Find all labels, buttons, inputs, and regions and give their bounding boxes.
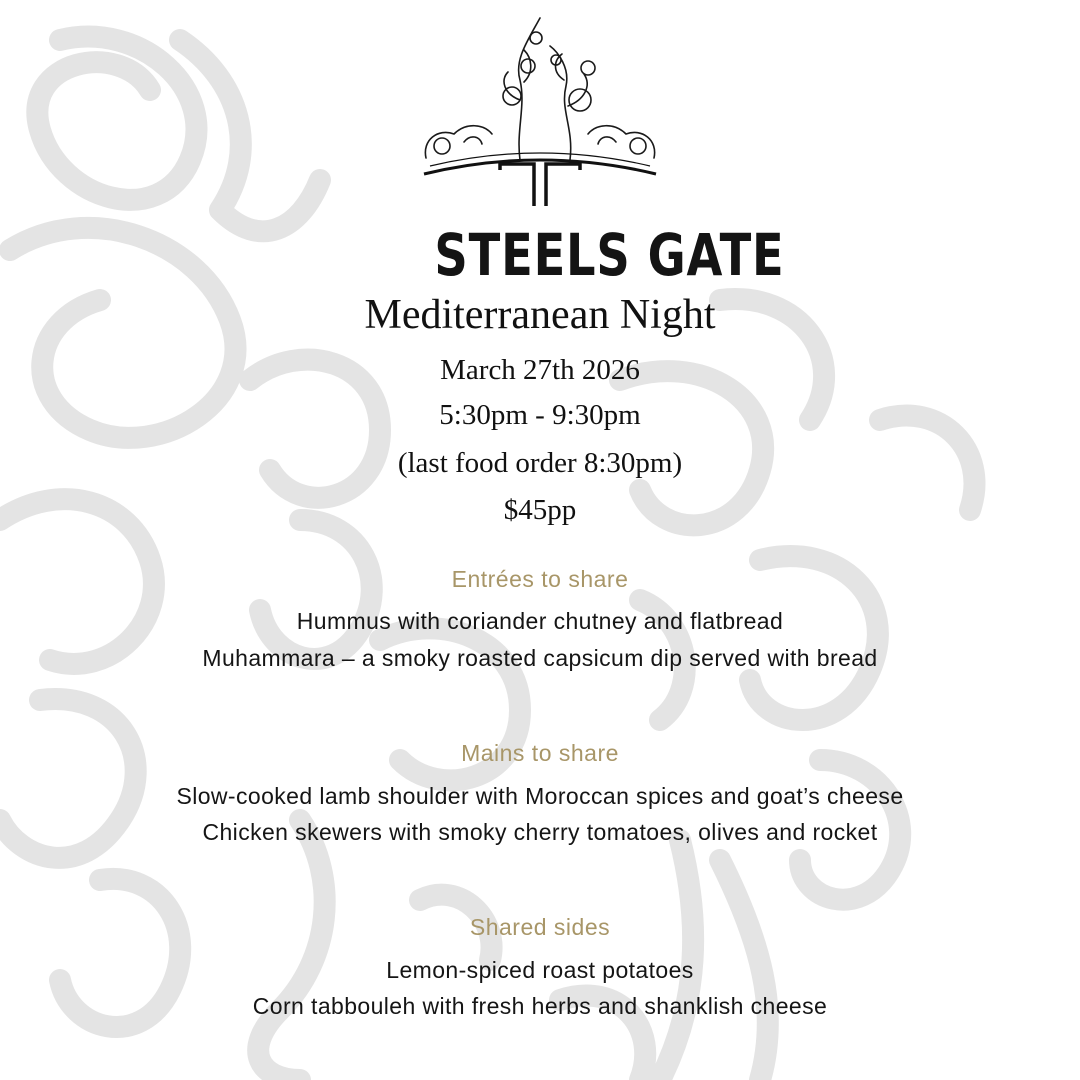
menu-item: Chicken skewers with smoky cherry tomatoes, olives and rocket [202,819,878,845]
brand-name: STEELS GATE [434,221,785,289]
steels-gate-logo [408,10,785,289]
event-date: March 27th 2026 [440,354,640,386]
gate-tree-icon [408,10,672,220]
menu-item: Slow-cooked lamb shoulder with Moroccan spices and goat’s cheese [176,783,904,809]
menu-item: Muhammara – a smoky roasted capsicum dip served with bread [202,645,878,671]
section-heading-entrees: Entrées to share [451,566,629,592]
section-heading-sides: Shared sides [469,914,611,940]
last-order-note: (last food order 8:30pm) [397,447,683,479]
menu-item: Corn tabbouleh with fresh herbs and shanklish cheese [252,993,828,1019]
event-price: $45pp [503,494,577,526]
section-heading-mains: Mains to share [461,740,619,766]
event-title: Mediterranean Night [364,292,716,338]
event-time: 5:30pm - 9:30pm [439,399,641,431]
menu-item: Lemon-spiced roast potatoes [386,957,694,983]
menu-item: Hummus with coriander chutney and flatbread [296,608,784,634]
